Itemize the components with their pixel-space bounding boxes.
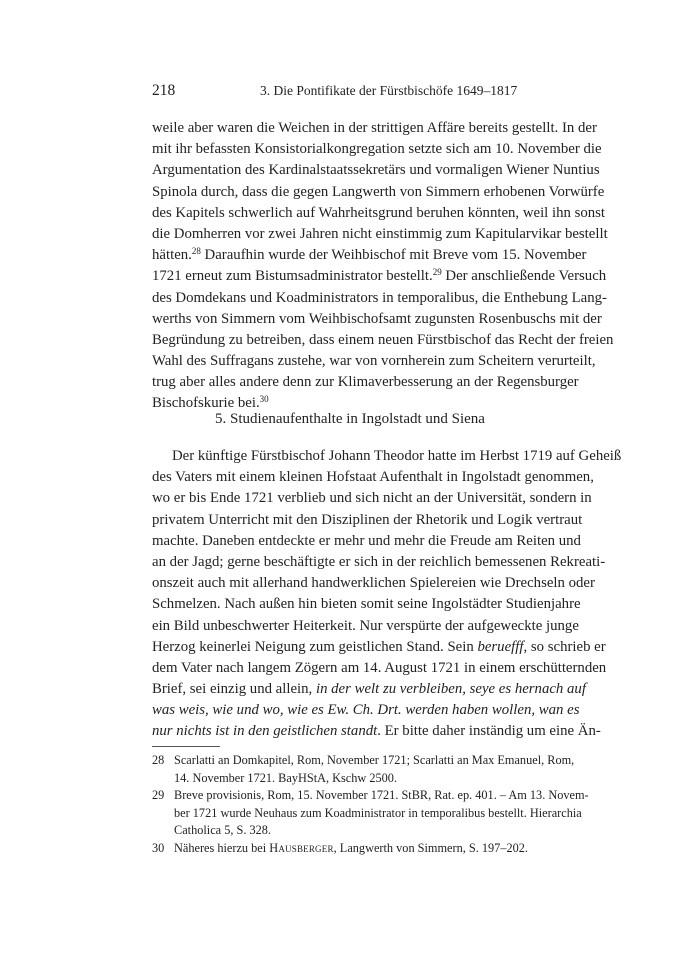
quotation: nur nichts ist in den geistlichen standt: [152, 723, 378, 740]
text-line: 1721 erneut zum Bistumsadministrator bestellt.$^{29}$ Der anschließende Versuch: [152, 267, 607, 285]
running-head-title: 3. Die Pontifikate der Fürstbischöfe 1649–1817: [260, 83, 518, 98]
footnote-line: Scarlatti an Domkapitel, Rom, November 1721; Scarlatti an Max Emanuel, Rom,: [174, 753, 575, 767]
text-line: trug aber alles andere denn zur Klimaverbesserung an der Regensburger: [152, 374, 579, 391]
text-line: Brief, sei einzig und allein, in der welt zu verbleiben, seye es hernach auf: [152, 681, 586, 698]
text-line: onszeit auch mit allerhand handwerklichen Spielereien wie Drechseln oder: [152, 575, 595, 592]
text-line: privatem Unterricht mit den Disziplinen der Rhetorik und Logik vertraut: [152, 511, 583, 528]
footnote-29: [152, 787, 589, 840]
footnote-number: 29: [152, 788, 165, 803]
paragraph-continuation: [152, 118, 614, 415]
footnote-number: 28: [152, 753, 165, 767]
text-line: Begründung zu betreiben, dass einem neuen Fürstbischof das Recht der freien: [152, 331, 614, 348]
text-line: nur nichts ist in den geistlichen standt. Er bitte daher inständig um eine Än-: [152, 723, 601, 740]
footnote-line: Catholica 5, S. 328.: [174, 823, 272, 838]
text-line: weile aber waren die Weichen in der strittigen Affäre bereits gestellt. In der: [152, 120, 597, 136]
footnote-line: 14. November 1721. BayHStA, Kschw 2500.: [174, 770, 398, 785]
text-line: Spinola durch, dass die gegen Langwerth von Simmern erhobenen Vorwürfe: [152, 183, 605, 200]
text-line: Der künftige Fürstbischof Johann Theodor hatte im Herbst 1719 auf Geheiß: [172, 448, 622, 464]
footnotes: [152, 752, 589, 858]
footnote-ref[interactable]: 30: [259, 394, 269, 405]
text-line: mit ihr befassten Konsistorialkongregation setzte sich am 10. November die: [152, 141, 602, 158]
author-name: Hausberger: [269, 840, 334, 855]
quotation: in der welt zu verbleiben, seye es hernach auf: [315, 681, 586, 698]
footnote-28: [152, 752, 575, 787]
running-head: [152, 80, 548, 102]
text-line: ein Bild unbeschwerter Heiterkeit. Nur verspürte der aufgeweckte junge: [152, 617, 579, 634]
text-line: Argumentation des Kardinalstaatssekretärs und vormaligen Wiener Nuntius: [152, 162, 600, 179]
text-line: Wahl des Suffragans zustehe, war von vornherein zum Scheitern verurteilt,: [152, 353, 596, 370]
footnote-30: [152, 840, 548, 858]
text-line: hätten.$^{28}$ Daraufhin wurde der Weihbischof mit Breve vom 15. November: [152, 246, 587, 264]
text-line: des Vaters mit einem kleinen Hofstaat Aufenthalt in Ingolstadt genommen,: [152, 469, 594, 486]
footnote-line: ber 1721 wurde Neuhaus zum Koadministrator in temporalibus bestellt. Hierarchia: [174, 805, 582, 820]
text-line: machte. Daneben entdeckte er mehr und mehr die Freude am Reiten und: [152, 532, 581, 549]
text-line: wo er bis Ende 1721 verblieb und sich nicht an der Universität, sondern in: [152, 490, 592, 507]
footnote-ref[interactable]: 28: [191, 246, 201, 257]
section-heading: 5. Studienaufenthalte in Ingolstadt und Siena: [215, 411, 485, 427]
text-line: die Domherren vor zwei Jahren nicht einstimmig zum Kapitularvikar bestellt: [152, 225, 608, 242]
footnote-divider: [152, 746, 220, 747]
text-line: Herzog keinerlei Neigung zum geistlichen Stand. Sein beruefff, so schrieb er: [152, 638, 606, 655]
page-number: 218: [152, 82, 176, 99]
footnote-line: Breve provisionis, Rom, 15. November 1721. StBR, Rat. ep. 401. – Am 13. Novem-: [174, 788, 589, 803]
text-line: des Kapitels schwerlich auf Wahrheitsgrund beruhen könnten, weil ihn sonst: [152, 204, 606, 221]
text-line: werths von Simmern vom Weihbischofsamt zugunsten Rosenbuschs mit der: [152, 310, 602, 327]
footnote-number: 30: [152, 840, 165, 855]
text-line: dem Vater nach langem Zögern am 14. August 1721 in einem erschütternden: [152, 659, 607, 676]
text-line: an der Jagd; gerne beschäftigte er sich in der reichlich bemessenen Rekreati-: [152, 553, 606, 570]
footnote-ref[interactable]: 29: [432, 267, 442, 278]
quoted-word: beruefff: [477, 638, 524, 655]
section-paragraph: [152, 446, 622, 743]
text-line: Schmelzen. Nach außen hin bieten somit seine Ingolstädter Studienjahre: [152, 596, 581, 613]
footnote-line: Näheres hierzu bei Hausberger, Langwerth von Simmern, S. 197–202.: [174, 840, 528, 855]
text-line: Bischofskurie bei.$^{30}$: [152, 394, 269, 412]
quotation-line: was weis, wie und wo, wie es Ew. Ch. Drt. werden haben wollen, wan es: [152, 702, 580, 719]
text-line: des Domdekans und Koadministrators in temporalibus, die Enthebung Lang-: [152, 289, 607, 306]
